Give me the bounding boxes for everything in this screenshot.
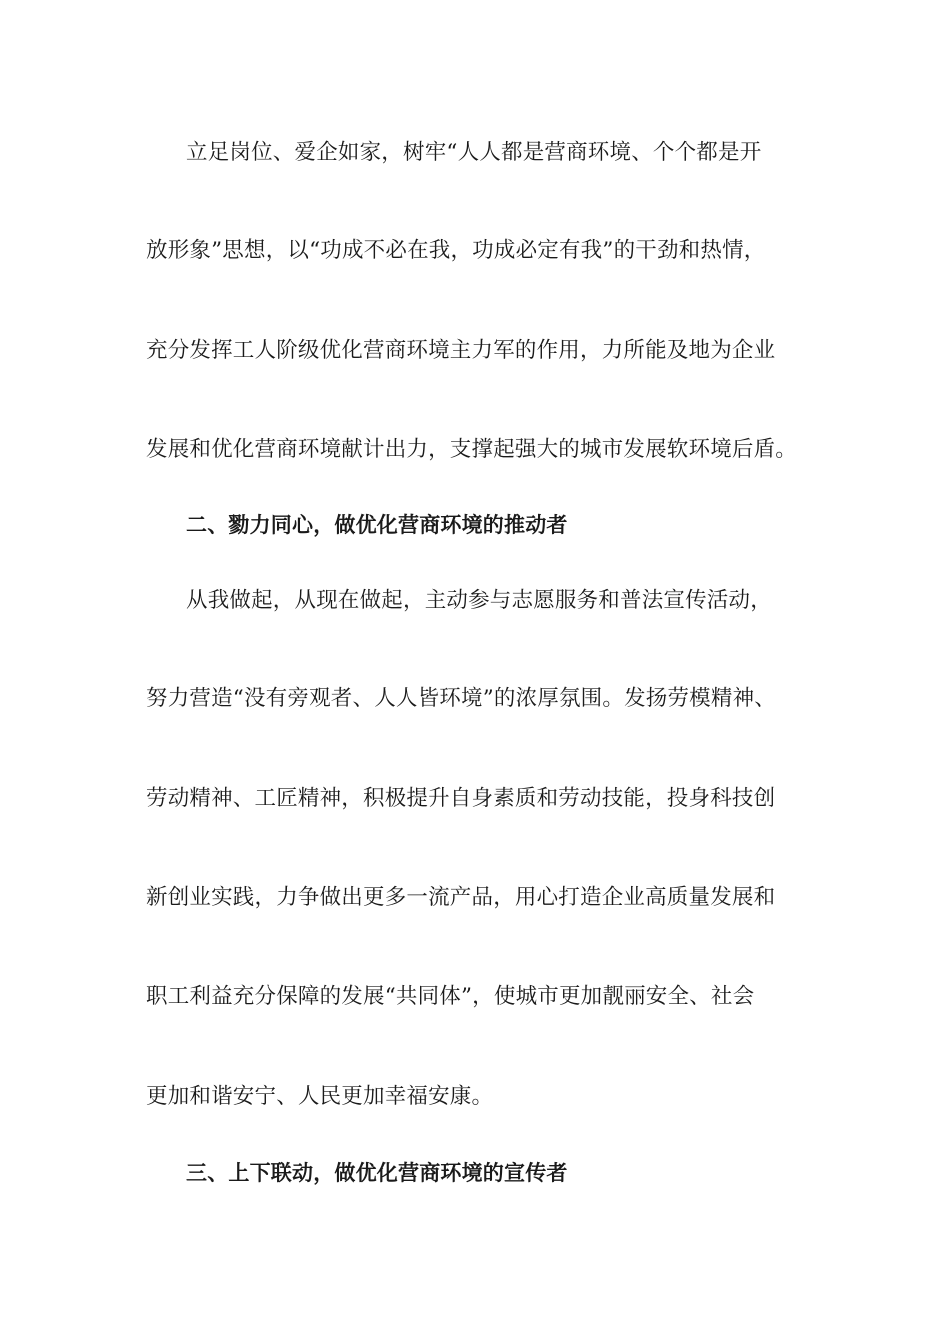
paragraph-2-line-1: 从我做起，从现在做起，主动参与志愿服务和普法宣传活动，	[186, 588, 772, 613]
paragraph-2-line-4: 新创业实践，力争做出更多一流产品，用心打造企业高质量发展和	[146, 885, 776, 910]
section-heading-2: 二、勠力同心，做优化营商环境的推动者	[186, 513, 568, 537]
paragraph-1-line-4: 发展和优化营商环境献计出力，支撑起强大的城市发展软环境后盾。	[146, 437, 798, 462]
paragraph-2-line-6: 更加和谐安宁、人民更加幸福安康。	[146, 1084, 494, 1109]
paragraph-2-line-3: 劳动精神、工匠精神，积极提升自身素质和劳动技能，投身科技创	[146, 786, 776, 811]
paragraph-1-line-2: 放形象”思想，以“功成不必在我，功成必定有我”的干劲和热情，	[146, 238, 766, 263]
paragraph-2-line-2: 努力营造“没有旁观者、人人皆环境”的浓厚氛围。发扬劳模精神、	[146, 686, 776, 711]
paragraph-1-line-1: 立足岗位、爱企如家，树牢“人人都是营商环境、个个都是开	[186, 140, 762, 165]
paragraph-1-line-3: 充分发挥工人阶级优化营商环境主力军的作用，力所能及地为企业	[146, 338, 776, 363]
paragraph-2-line-5: 职工利益充分保障的发展“共同体”，使城市更加靓丽安全、社会	[146, 984, 755, 1009]
section-heading-3: 三、上下联动，做优化营商环境的宣传者	[186, 1161, 568, 1185]
